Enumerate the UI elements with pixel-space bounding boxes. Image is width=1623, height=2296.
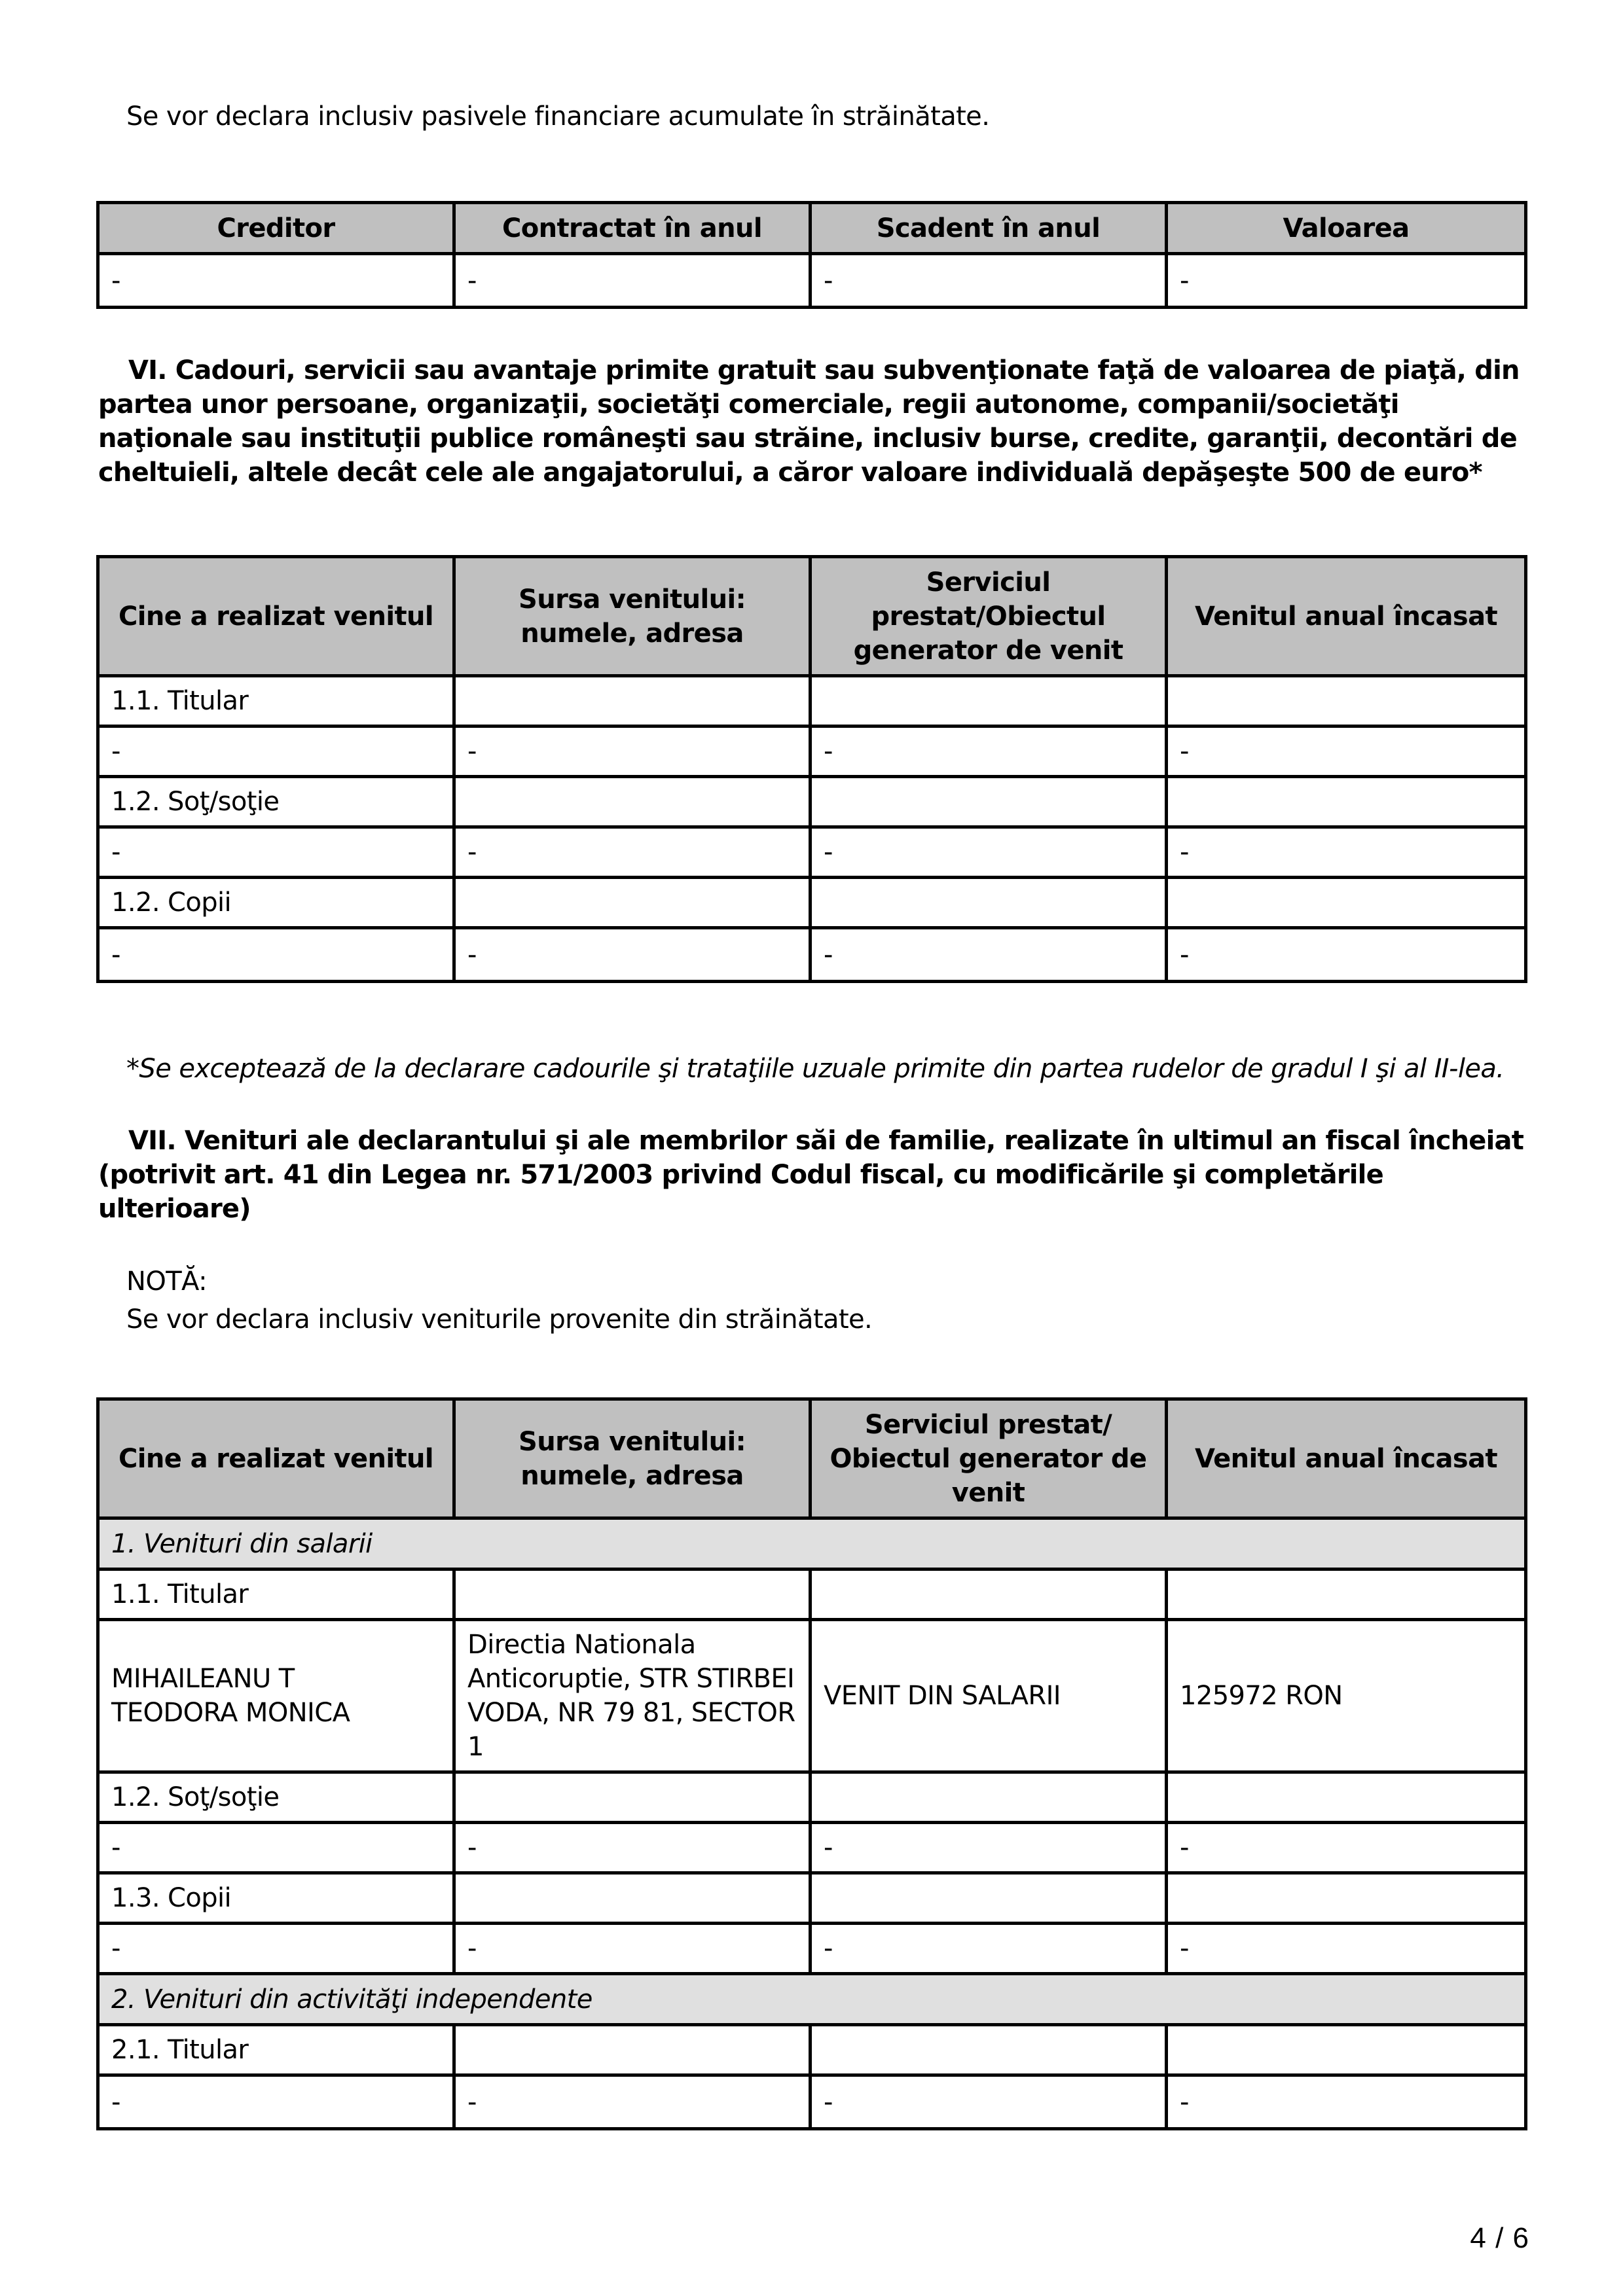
table-cell	[812, 879, 1168, 929]
table-cell	[812, 778, 1168, 829]
column-header-source: Sursa venitului: numele, adresa	[456, 1401, 812, 1520]
table-cell	[1168, 1874, 1524, 1925]
table-cell: 1.2. Soţ/soţie	[100, 1774, 456, 1824]
table-cell: -	[456, 2077, 812, 2127]
column-header-annual-income: Venitul anual încasat	[1168, 1401, 1524, 1520]
table-cell	[456, 778, 812, 829]
table-cell: -	[100, 1824, 456, 1874]
table-cell	[456, 677, 812, 728]
table-cell	[456, 2026, 812, 2077]
column-header-service: Serviciul prestat/Obiectul generator de venit	[812, 558, 1168, 677]
table-cell	[456, 1774, 812, 1824]
liabilities-note: Se vor declara inclusiv pasivele financiare acumulate în străinătate.	[126, 101, 990, 132]
table-cell-amount: 125972 RON	[1168, 1621, 1524, 1774]
table-row	[100, 677, 1524, 728]
gifts-table	[96, 555, 1527, 983]
note-text: Se vor declara inclusiv veniturile provenite din străinătate.	[126, 1304, 873, 1335]
table-cell	[1168, 879, 1524, 929]
table-row	[100, 1621, 1524, 1774]
liabilities-table	[96, 201, 1527, 309]
category-label: 2. Venituri din activităţi independente	[100, 1975, 1524, 2026]
table-cell: 1.2. Soţ/soţie	[100, 778, 456, 829]
page-number: 4 / 6	[1470, 2222, 1529, 2254]
table-row	[100, 1925, 1524, 1975]
table-header-row	[100, 558, 1524, 677]
table-cell: -	[1180, 265, 1189, 296]
column-header-source: Sursa venitului: numele, adresa	[456, 558, 812, 677]
table-header-row	[100, 204, 1524, 255]
table-header-row	[100, 1401, 1524, 1520]
table-cell	[812, 2026, 1168, 2077]
table-cell: 1.1. Titular	[100, 1571, 456, 1621]
section-vii-heading	[98, 1124, 1532, 1226]
table-cell: -	[456, 1925, 812, 1975]
table-cell-service: VENIT DIN SALARII	[812, 1621, 1168, 1774]
table-cell: -	[100, 1925, 456, 1975]
table-cell: -	[1168, 1925, 1524, 1975]
section-vii-heading-text: VII. Venituri ale declarantului şi ale membrilor săi de familie, realizate în ultimul an fiscal încheiat (potrivit art. 41 din Legea nr. 571/2003 privind Codul fiscal, cu modificările şi completările ulterioare)	[98, 1126, 1524, 1224]
table-row	[100, 1571, 1524, 1621]
table-cell: -	[100, 728, 456, 778]
table-row	[100, 1874, 1524, 1925]
table-cell: 2.1. Titular	[100, 2026, 456, 2077]
table-cell: -	[812, 255, 1168, 306]
table-cell	[812, 677, 1168, 728]
table-cell: -	[456, 929, 812, 980]
table-cell	[456, 1874, 812, 1925]
table-row	[100, 929, 1524, 980]
table-cell: -	[100, 255, 456, 306]
table-cell	[1168, 778, 1524, 829]
table-cell: 1.2. Copii	[100, 879, 456, 929]
table-row	[100, 1824, 1524, 1874]
table-cell: -	[812, 2077, 1168, 2127]
table-cell: -	[812, 1925, 1168, 1975]
column-header-who: Cine a realizat venitul	[100, 558, 456, 677]
table-cell	[1168, 1571, 1524, 1621]
table-cell: -	[456, 728, 812, 778]
column-header-creditor: Creditor	[100, 204, 456, 255]
section-vi-heading	[98, 353, 1532, 490]
table-cell: -	[100, 829, 456, 879]
table-cell	[456, 1571, 812, 1621]
table-cell: -	[1168, 829, 1524, 879]
section-vi-heading-text: VI. Cadouri, servicii sau avantaje primite gratuit sau subvenţionate faţă de valoarea de piaţă, din partea unor persoane, organizaţii, societăţi comerciale, regii autonome, companii/societăţi naţionale sau instituţii publice româneşti sau străine, inclusiv burse, credite, garanţii, decontări de cheltuieli, altele decât cele ale angajatorului, a căror valoare individuală depăşeşte 500 de euro*	[98, 355, 1520, 488]
table-cell: -	[1180, 939, 1189, 970]
category-row-salaries	[100, 1520, 1524, 1571]
table-cell	[456, 879, 812, 929]
column-header-annual-income: Venitul anual încasat	[1168, 558, 1524, 677]
table-cell: 1.1. Titular	[100, 677, 456, 728]
table-cell: -	[812, 829, 1168, 879]
table-row	[100, 879, 1524, 929]
table-row	[100, 778, 1524, 829]
table-cell: 1.3. Copii	[100, 1874, 456, 1925]
category-row-independent	[100, 1975, 1524, 2026]
table-cell: -	[812, 1824, 1168, 1874]
category-label: 1. Venituri din salarii	[100, 1520, 1524, 1571]
table-row	[100, 1774, 1524, 1824]
column-header-value: Valoarea	[1168, 204, 1524, 255]
column-header-contracted-year: Contractat în anul	[456, 204, 812, 255]
table-cell	[1168, 1774, 1524, 1824]
note-label: NOTĂ:	[126, 1266, 207, 1297]
table-cell-source: Directia Nationala Anticoruptie, STR STIRBEI VODA, NR 79 81, SECTOR 1	[456, 1621, 812, 1774]
table-cell: -	[456, 829, 812, 879]
table-row	[100, 255, 1524, 306]
table-cell	[1168, 677, 1524, 728]
table-cell	[1168, 2026, 1524, 2077]
table-cell: -	[1168, 1824, 1524, 1874]
table-cell	[812, 1874, 1168, 1925]
column-header-due-year: Scadent în anul	[812, 204, 1168, 255]
gifts-footnote: *Se exceptează de la declarare cadourile şi trataţiile uzuale primite din partea rudelor de gradul I şi al II-lea.	[126, 1054, 1504, 1084]
column-header-who: Cine a realizat venitul	[100, 1401, 456, 1520]
table-row	[100, 829, 1524, 879]
table-cell: -	[812, 728, 1168, 778]
table-cell: -	[456, 1824, 812, 1874]
table-row	[100, 728, 1524, 778]
table-cell-name: MIHAILEANU T TEODORA MONICA	[100, 1621, 456, 1774]
table-cell	[812, 1571, 1168, 1621]
table-cell	[812, 1774, 1168, 1824]
table-row	[100, 2077, 1524, 2127]
table-cell: -	[100, 2077, 456, 2127]
table-cell: -	[100, 929, 456, 980]
table-cell: -	[1168, 728, 1524, 778]
column-header-service: Serviciul prestat/ Obiectul generator de venit	[812, 1401, 1168, 1520]
income-table	[96, 1397, 1527, 2130]
table-row	[100, 2026, 1524, 2077]
table-cell: -	[1180, 2087, 1189, 2117]
table-cell: -	[812, 929, 1168, 980]
table-cell: -	[456, 255, 812, 306]
